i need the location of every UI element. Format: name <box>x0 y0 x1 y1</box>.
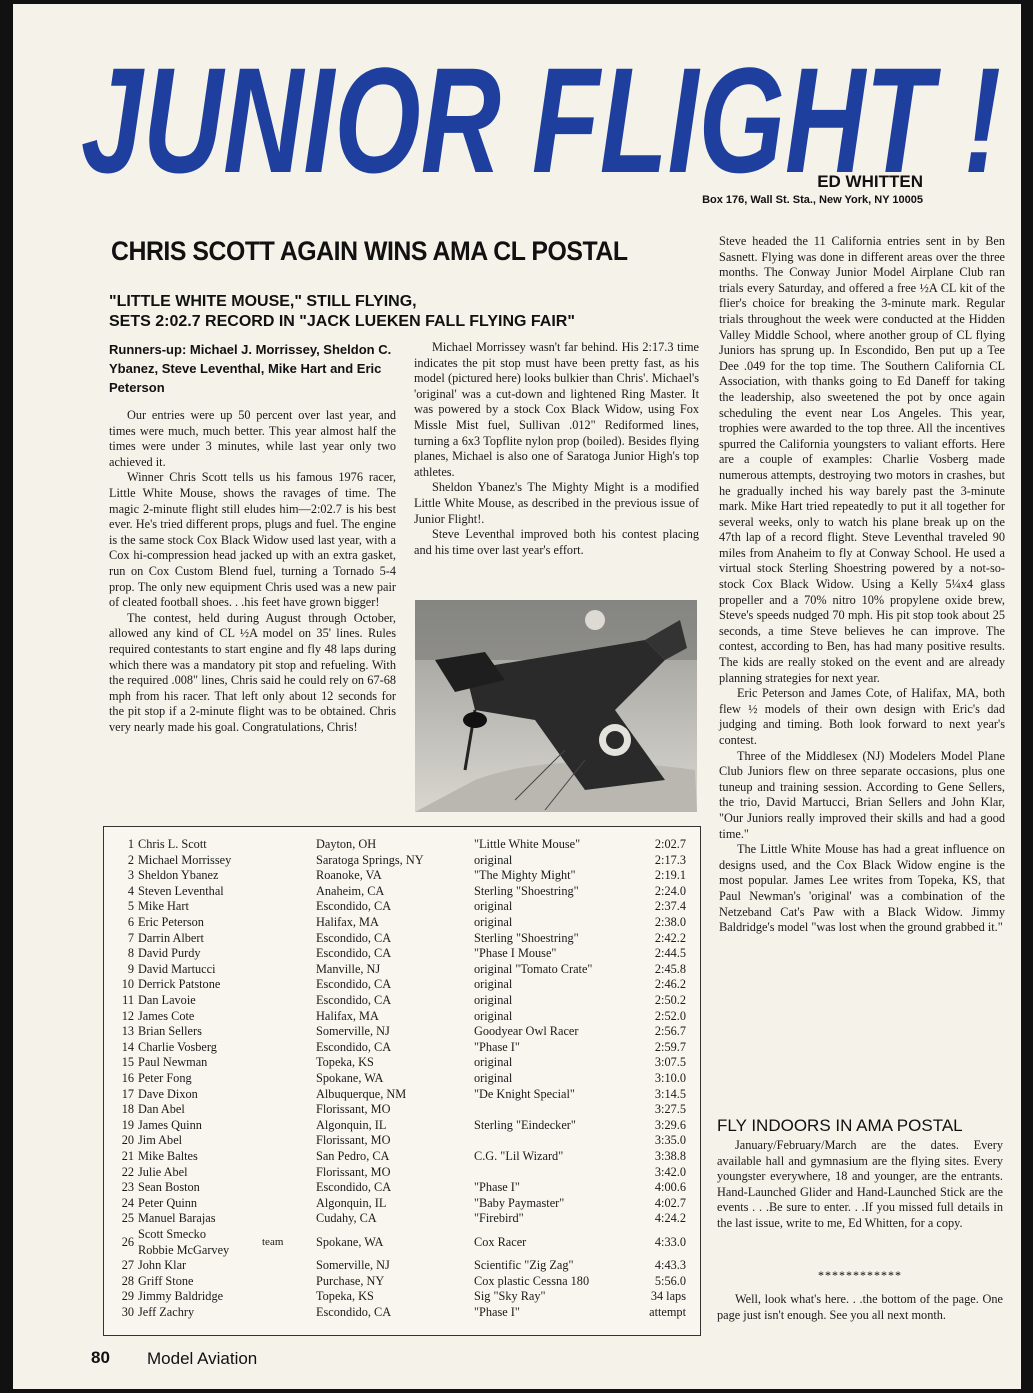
table-row <box>104 1211 700 1227</box>
result-city: Escondido, CA <box>316 946 392 961</box>
result-time: 3:07.5 <box>654 1055 686 1070</box>
result-rank: 10 <box>121 977 134 992</box>
result-rank: 20 <box>121 1133 134 1148</box>
article-headline: CHRIS SCOTT AGAIN WINS AMA CL POSTAL <box>111 236 628 266</box>
result-name: David Purdy <box>138 946 201 961</box>
paragraph: Well, look what's here. . .the bottom of the page. One page just isn't enough. See you all next month. <box>717 1292 1003 1322</box>
result-city: Topeka, KS <box>316 1055 374 1070</box>
article-column-3 <box>719 234 1005 936</box>
result-time: 3:10.0 <box>654 1071 686 1085</box>
result-city: Saratoga Springs, NY <box>316 852 424 867</box>
table-row <box>104 962 700 978</box>
article-column-2 <box>414 340 699 558</box>
result-time: attempt <box>649 1305 686 1319</box>
result-name: Peter Fong <box>138 1071 192 1085</box>
table-row <box>104 853 700 869</box>
result-city: Purchase, NY <box>316 1273 385 1288</box>
result-rank: 26 <box>121 1234 134 1249</box>
table-row <box>104 1227 700 1258</box>
table-row <box>104 1133 700 1149</box>
result-model: original <box>474 977 513 992</box>
result-name: Manuel Barajas <box>138 1211 216 1226</box>
result-name: Darrin Albert <box>138 930 204 945</box>
result-time: 2:52.0 <box>654 1008 686 1023</box>
table-row <box>104 1180 700 1196</box>
result-rank: 28 <box>121 1273 134 1288</box>
fly-indoors-text <box>717 1138 1003 1232</box>
result-rank: 6 <box>127 915 134 929</box>
result-city: Escondido, CA <box>316 993 392 1007</box>
result-rank: 30 <box>121 1305 134 1319</box>
result-model: "The Mighty Might" <box>474 868 576 883</box>
result-name: Griff Stone <box>138 1273 194 1288</box>
result-time: 2:37.4 <box>654 899 686 914</box>
result-rank: 13 <box>121 1024 134 1039</box>
result-city: Manville, NJ <box>316 961 381 976</box>
masthead-title-text: JUNIOR FLIGHT ! <box>81 36 1001 204</box>
result-rank: 22 <box>121 1164 134 1179</box>
result-city: Florissant, MO <box>316 1102 391 1117</box>
result-rank: 8 <box>127 946 134 961</box>
table-row <box>104 931 700 947</box>
result-name: Dan Abel <box>138 1102 185 1117</box>
paragraph: January/February/March are the dates. Every available hall and gymnasium are the flying sites. Every youngster everywhere, 18 and younger, are the entrants. Hand-Launched Glider and Hand-Launched Stick are the events . . .Be sure to enter. . .If you missed full details in the last issue, write to me, Ed Whitten, for a copy. <box>717 1138 1003 1230</box>
result-name-2: Robbie McGarvey <box>138 1242 230 1257</box>
result-rank: 23 <box>121 1180 134 1195</box>
result-model: Cox plastic Cessna 180 <box>474 1273 590 1288</box>
result-model: original <box>474 915 513 929</box>
result-model: original "Tomato Crate" <box>474 961 593 976</box>
result-name: Sean Boston <box>138 1180 200 1195</box>
result-team: team <box>262 1235 284 1248</box>
result-model: original <box>474 993 513 1007</box>
result-city: Escondido, CA <box>316 977 392 992</box>
result-model: Sig "Sky Ray" <box>474 1289 546 1304</box>
result-city: Florissant, MO <box>316 1133 391 1148</box>
result-city: Algonquin, IL <box>316 1195 387 1210</box>
table-row <box>104 1258 700 1274</box>
result-model: "Little White Mouse" <box>474 837 581 851</box>
result-time: 4:33.0 <box>654 1234 686 1249</box>
result-model: original <box>474 899 513 914</box>
result-city: Spokane, WA <box>316 1071 384 1085</box>
paragraph: Steve Leventhal improved both his contest placing and his time over last year's effort. <box>414 527 699 557</box>
result-rank: 16 <box>121 1071 134 1085</box>
runners-up-deck: Runners-up: Michael J. Morrissey, Sheldon C. Ybanez, Steve Leventhal, Mike Hart and Eric Peterson <box>109 342 392 395</box>
result-rank: 15 <box>121 1055 134 1070</box>
result-city: Escondido, CA <box>316 1180 392 1195</box>
result-name: David Martucci <box>138 961 216 976</box>
result-model: "Phase I" <box>474 1039 520 1054</box>
result-rank: 1 <box>127 837 134 851</box>
result-time: 2:45.8 <box>654 961 686 976</box>
result-city: Florissant, MO <box>316 1164 391 1179</box>
result-time: 5:56.0 <box>654 1273 686 1288</box>
result-name: Scott Smecko <box>138 1227 206 1241</box>
result-rank: 9 <box>127 961 134 976</box>
result-rank: 27 <box>121 1258 134 1273</box>
table-row <box>104 1118 700 1134</box>
article-subhead <box>109 292 699 332</box>
result-rank: 4 <box>127 883 134 898</box>
result-time: 2:02.7 <box>654 837 686 851</box>
result-city: Anaheim, CA <box>316 883 385 898</box>
magazine-page <box>13 4 1021 1389</box>
result-rank: 18 <box>121 1102 134 1117</box>
result-model: "Firebird" <box>474 1211 524 1226</box>
table-row <box>104 915 700 931</box>
table-row <box>104 1274 700 1290</box>
result-model: original <box>474 852 513 867</box>
table-row <box>104 1087 700 1103</box>
table-row <box>104 837 700 853</box>
result-time: 2:44.5 <box>654 946 686 961</box>
table-row <box>104 1196 700 1212</box>
result-rank: 5 <box>127 899 134 914</box>
result-city: Escondido, CA <box>316 899 392 914</box>
result-model: original <box>474 1055 513 1070</box>
result-name: Sheldon Ybanez <box>138 868 219 883</box>
result-name: Dave Dixon <box>138 1086 198 1101</box>
paragraph: The Little White Mouse has had a great influence on designs used, and the Cox Black Widow engine is the most popular. James Lee writes from Topeka, KS, that Paul Newman's 'original' was a combination of the Netzeband Cat's Paw with a Black Widow. Jimmy Baldridge's model "was lost when the ground grabbed it." <box>719 842 1005 935</box>
result-city: Halifax, MA <box>316 1008 379 1023</box>
result-model: Goodyear Owl Racer <box>474 1024 579 1039</box>
result-time: 3:38.8 <box>654 1149 686 1163</box>
result-rank: 7 <box>127 930 134 945</box>
closing-note <box>717 1292 1003 1323</box>
result-rank: 17 <box>121 1086 134 1101</box>
result-city: Halifax, MA <box>316 915 379 929</box>
result-name: James Quinn <box>138 1117 202 1132</box>
table-row <box>104 993 700 1009</box>
result-name: Chris L. Scott <box>138 837 207 851</box>
result-time: 2:17.3 <box>654 852 686 867</box>
paragraph: Our entries were up 50 percent over last year, and times were much, much better. This year almost half the times were under 3 minutes, while last year only two achieved it. <box>109 408 396 469</box>
result-time: 2:56.7 <box>654 1024 686 1039</box>
result-name: Michael Morrissey <box>138 852 232 867</box>
result-rank: 11 <box>122 993 134 1007</box>
result-city: Somerville, NJ <box>316 1024 390 1039</box>
result-city: Dayton, OH <box>316 837 377 851</box>
result-name: Jimmy Baldridge <box>138 1289 224 1304</box>
result-city: Escondido, CA <box>316 1305 392 1319</box>
result-time: 3:27.5 <box>654 1102 686 1117</box>
result-time: 2:38.0 <box>654 915 686 929</box>
result-name: Derrick Patstone <box>138 977 221 992</box>
result-time: 3:42.0 <box>654 1164 686 1179</box>
result-rank: 25 <box>121 1211 134 1226</box>
paragraph: Eric Peterson and James Cote, of Halifax, MA, both flew ½ models of their own design with Eric's dad judging and timing. Both look forward to next year's contest. <box>719 686 1005 747</box>
result-model: "Phase I" <box>474 1180 520 1195</box>
result-model: Scientific "Zig Zag" <box>474 1258 574 1273</box>
result-name: Steven Leventhal <box>138 883 224 898</box>
subhead-line-2: SETS 2:02.7 RECORD IN "JACK LUEKEN FALL FLYING FAIR" <box>109 313 575 330</box>
result-model: Sterling "Eindecker" <box>474 1117 576 1132</box>
result-city: Algonquin, IL <box>316 1117 387 1132</box>
result-time: 3:14.5 <box>654 1086 686 1101</box>
article-column-1 <box>109 408 396 735</box>
table-row <box>104 1009 700 1025</box>
result-name: Mike Hart <box>138 899 189 914</box>
table-row <box>104 1055 700 1071</box>
result-model: Cox Racer <box>474 1234 527 1249</box>
subhead-line-1: "LITTLE WHITE MOUSE," STILL FLYING, <box>109 293 417 310</box>
table-row <box>104 977 700 993</box>
table-row <box>104 884 700 900</box>
result-model: "Phase I" <box>474 1305 520 1319</box>
result-model: C.G. "Lil Wizard" <box>474 1149 564 1163</box>
result-name: Jeff Zachry <box>138 1305 195 1319</box>
result-time: 2:59.7 <box>654 1039 686 1054</box>
result-rank: 24 <box>121 1195 134 1210</box>
author-name: ED WHITTEN <box>817 172 923 191</box>
result-name: Eric Peterson <box>138 915 204 929</box>
result-time: 4:00.6 <box>654 1180 686 1195</box>
table-row <box>104 1024 700 1040</box>
paragraph: Sheldon Ybanez's The Mighty Might is a modified Little White Mouse, as described in the previous issue of Junior Flight!. <box>414 480 699 526</box>
paragraph: Three of the Middlesex (NJ) Modelers Model Plane Club Juniors flew on three separate occasions, plus one tuneup and training session. According to Gene Sellers, the trio, David Martucci, Brian Sellers and John Klar, "Our Juniors really improved their skills and had a good time." <box>719 748 1005 841</box>
result-name: Mike Baltes <box>138 1149 198 1163</box>
result-city: Escondido, CA <box>316 1039 392 1054</box>
result-city: San Pedro, CA <box>316 1149 390 1163</box>
result-rank: 21 <box>121 1149 134 1163</box>
result-city: Albuquerque, NM <box>316 1086 407 1101</box>
result-rank: 2 <box>127 852 134 867</box>
result-rank: 29 <box>121 1289 134 1304</box>
section-divider-stars: ************ <box>818 1268 902 1282</box>
result-time: 2:19.1 <box>654 868 686 883</box>
result-time: 4:24.2 <box>654 1211 686 1226</box>
result-time: 2:46.2 <box>654 977 686 992</box>
result-city: Somerville, NJ <box>316 1258 390 1273</box>
result-city: Escondido, CA <box>316 930 392 945</box>
results-table <box>103 826 701 1336</box>
paragraph: Winner Chris Scott tells us his famous 1976 racer, Little White Mouse, shows the ravages of time. The magic 2-minute flight still eludes him—2:02.7 is his best ever. He's tried different props, plugs and fuel. The engine is the same stock Cox Black Widow used last year, with a Cox hi-compression head jacked up with an extra gasket, run on Cox Custom Blend fuel, turning a Tornado 5-4 prop. The only new equipment Chris used was a new pair of cleated football shoes. . .his feet have grown bigger! <box>109 470 396 610</box>
table-row <box>104 868 700 884</box>
result-name: James Cote <box>138 1008 195 1023</box>
table-row <box>104 1102 700 1118</box>
result-name: Julie Abel <box>138 1164 188 1179</box>
result-model: "Baby Paymaster" <box>474 1195 565 1210</box>
result-model: original <box>474 1008 513 1023</box>
result-city: Cudahy, CA <box>316 1211 377 1226</box>
table-row <box>104 1165 700 1181</box>
table-row <box>104 899 700 915</box>
result-name: Brian Sellers <box>138 1024 202 1039</box>
result-name: Peter Quinn <box>138 1195 198 1210</box>
magazine-name: Model Aviation <box>147 1349 258 1368</box>
table-row <box>104 946 700 962</box>
paragraph: The contest, held during August through October, allowed any kind of CL ½A model on 35' lines. Rules required contestants to start engine and fly 48 laps during which there was a mandatory pit stop and refueling. With the required .008" lines, Chris said he could rely on 67-68 mph from his racer. That left only about 12 seconds for the pit stop if a 2-minute flight was to be obtained. Chris very nearly made his goal. Congratulations, Chris! <box>109 610 396 734</box>
result-model: Sterling "Shoestring" <box>474 883 579 898</box>
result-city: Roanoke, VA <box>316 868 382 883</box>
result-name: Charlie Vosberg <box>138 1039 217 1054</box>
result-model: "Phase I Mouse" <box>474 946 557 961</box>
result-rank: 19 <box>121 1117 134 1132</box>
table-row <box>104 1040 700 1056</box>
table-row <box>104 1071 700 1087</box>
paragraph: Michael Morrissey wasn't far behind. His 2:17.3 time indicates the pit stop must have been pretty fast, as his model (pictured here) looks bulkier than Chris'. Michael's 'original' was a cut-down and lightened Ring Master. It was powered by a stock Cox Black Widow, using Fox Missle Mist fuel, Sullivan .012" Rediformed lines, turning a 6x3 Topflite nylon prop (boiled). Besides flying planes, Michael is also one of Saratoga Junior High's top athletes. <box>414 340 699 479</box>
result-time: 4:43.3 <box>654 1258 686 1273</box>
table-row <box>104 1305 700 1321</box>
result-model: original <box>474 1071 513 1085</box>
result-time: 34 laps <box>650 1289 686 1304</box>
result-model: Sterling "Shoestring" <box>474 930 579 945</box>
result-time: 4:02.7 <box>654 1195 686 1210</box>
fly-indoors-heading: FLY INDOORS IN AMA POSTAL <box>717 1116 963 1135</box>
result-city: Spokane, WA <box>316 1234 384 1249</box>
result-rank: 12 <box>121 1008 134 1023</box>
table-row <box>104 1149 700 1165</box>
result-time: 3:29.6 <box>654 1117 686 1132</box>
result-name: Paul Newman <box>138 1055 208 1070</box>
result-name: John Klar <box>138 1258 187 1273</box>
author-address: Box 176, Wall St. Sta., New York, NY 10005 <box>702 194 923 206</box>
result-city: Topeka, KS <box>316 1289 374 1304</box>
table-row <box>104 1289 700 1305</box>
result-model: "De Knight Special" <box>474 1086 575 1101</box>
result-name: Dan Lavoie <box>138 993 196 1007</box>
result-time: 2:50.2 <box>654 993 686 1007</box>
page-number: 80 <box>91 1348 110 1367</box>
result-rank: 14 <box>121 1039 134 1054</box>
result-name: Jim Abel <box>138 1133 183 1148</box>
result-rank: 3 <box>127 868 134 883</box>
result-time: 3:35.0 <box>654 1133 686 1148</box>
result-time: 2:42.2 <box>654 930 686 945</box>
model-airplane-photo <box>415 600 697 812</box>
paragraph: Steve headed the 11 California entries sent in by Ben Sasnett. Flying was done in different areas over the three months. The Conway Junior Model Airplane Club ran trials every Saturday, and offered a free ½A CL kit of the flier's choice for breaking the 3-minute mark. Regular trials throughout the week were conducted at the Hidden Valley Middle School, where another group of CL flying Juniors has sprung up. In Escondido, Ben put up a Tee Dee .049 for the top time. The Southern California CL Association, with thanks going to Ed Daneff for taking the leadership, also sweetened the pot by once again scheduling the event near Los Angeles. This year, trophies were awarded to the top three. All the incentives spurred the California youngsters to valiant efforts. Here are a couple of examples: Charlie Vosberg made numerous attempts, destroying two motors in crashes, but he gradually inched his way barely past the 3-minute mark. Mike Hart tried repeatedly to put it all together for several weeks, only to watch his plane break up on the 47th lap of a record flight. Steve Leventhal traveled 90 miles from Anaheim to fly at Conway School. He used a virtual stock Sterling Shoestring powered by a not-so-stock Cox Black Widow. Using a Kelly 5¼x4 glass propeller and a 70% nitro 10% propylene oxide brew, Steve's speeds nudged 70 mph. His pit stop took about 25 seconds, a time Steve believes he can improve. The contest, according to Ben, has had many positive results. The kids are really stoked on the event and are already planning strategies for next year. <box>719 234 1005 685</box>
result-time: 2:24.0 <box>654 883 686 898</box>
